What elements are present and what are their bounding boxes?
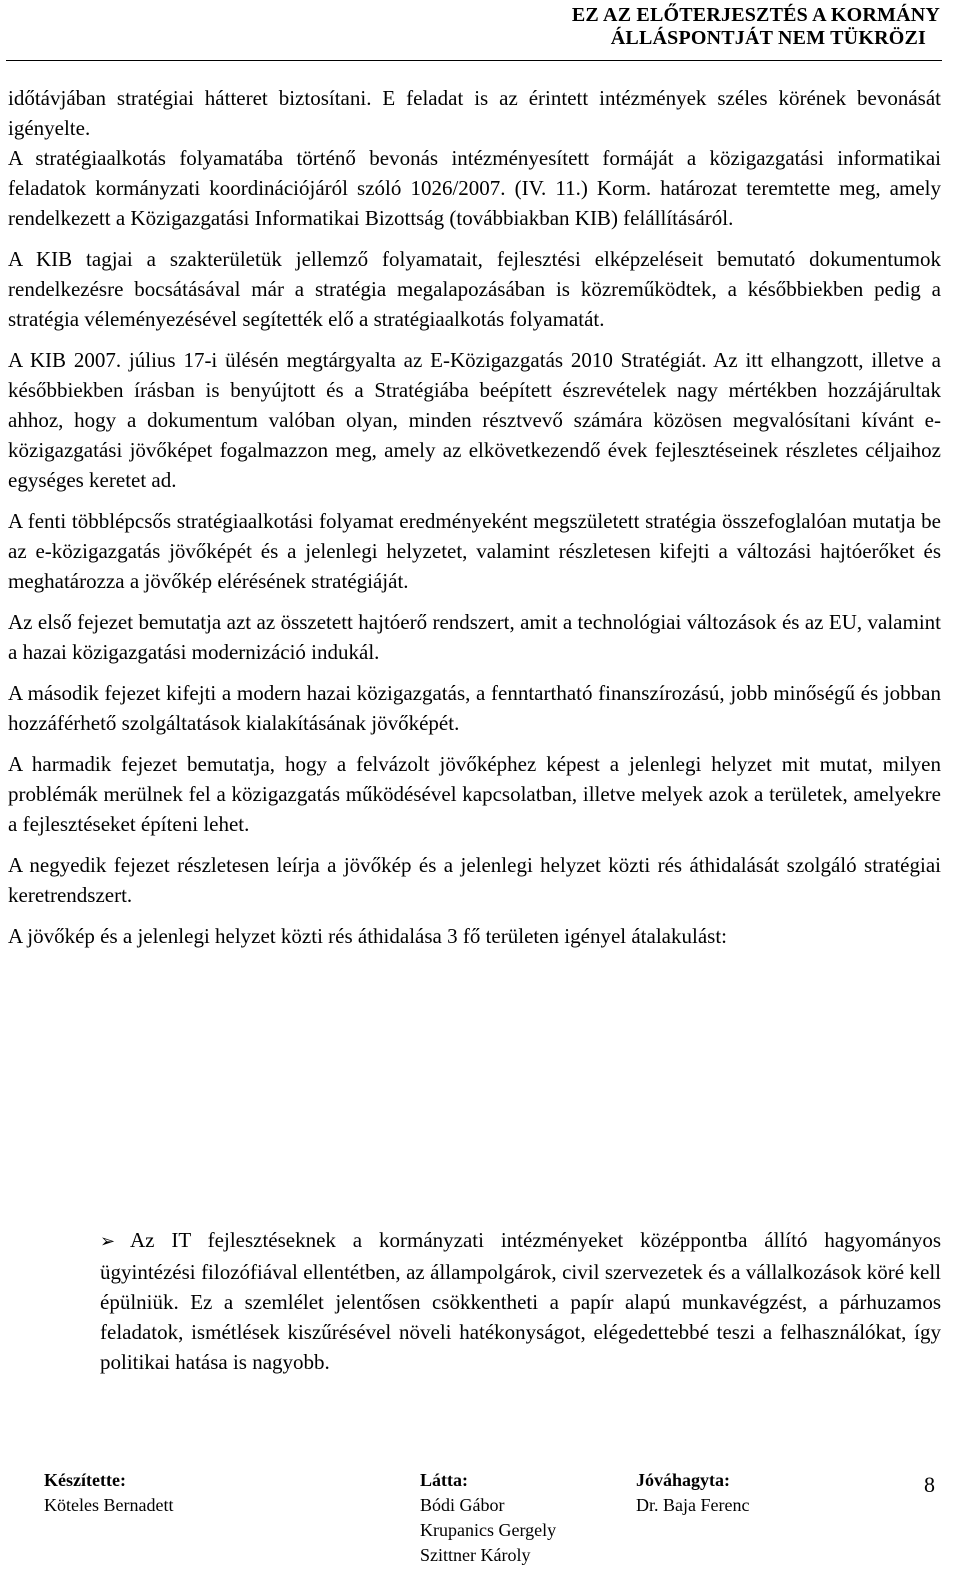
paragraph: A negyedik fejezet részletesen leírja a jövőkép és a jelenlegi helyzet közti rés áthidalását szolgáló stratégiai keretrendszert. (8, 853, 941, 907)
footer-seen (420, 1468, 556, 1568)
bullet-list (100, 1225, 941, 1377)
bullet-item (100, 1225, 941, 1377)
header-line-2: ÁLLÁSPONTJÁT NEM TÜKRÖZI (610, 27, 926, 49)
paragraph: A jövőkép és a jelenlegi helyzet közti rés áthidalása 3 fő területen igényel átalakulást: (8, 924, 727, 948)
paragraph: A fenti többlépcsős stratégiaalkotási folyamat eredményeként megszületett stratégia összefoglalóan mutatja be az e-közigazgatás jövőképét és a jelenlegi helyzetet, valamint részletesen kifejti a változási hajtóerőket és meghatározza a jövőkép elérésének stratégiáját. (8, 509, 941, 593)
paragraph: A KIB tagjai a szakterületük jellemző folyamatait, fejlesztési elképzeléseit bemutató dokumentumok rendelkezésre bocsátásával már a stratégia megalapozásában is közreműködtek, a későbbiekben pedig a stratégia véleményezésével segítették elő a stratégiaalkotás folyamatát. (8, 247, 941, 331)
paragraph: Az első fejezet bemutatja azt az összetett hajtóerő rendszert, amit a technológiai változások és az EU, valamint a hazai közigazgatási modernizáció indukál. (8, 610, 941, 664)
header-divider (6, 60, 942, 61)
paragraph: A második fejezet kifejti a modern hazai közigazgatás, a fenntartható finanszírozású, jobb minőségű és jobban hozzáférhető szolgáltatások kialakításának jövőképét. (8, 681, 941, 735)
header-line-1: EZ AZ ELŐTERJESZTÉS A KORMÁNY (571, 4, 940, 26)
footer-approved (636, 1468, 749, 1518)
footer-prepared (44, 1468, 173, 1518)
page-footer (0, 1468, 960, 1593)
prepared-name: Köteles Bernadett (44, 1495, 174, 1515)
arrow-bullet-icon: ➢ (100, 1231, 116, 1252)
document-body (8, 83, 941, 951)
approved-name: Dr. Baja Ferenc (636, 1495, 750, 1515)
paragraph: A harmadik fejezet bemutatja, hogy a felvázolt jövőképhez képest a jelenlegi helyzet mit mutat, milyen problémák merülnek fel a közigazgatás működésével kapcsolatban, illetve melyek azok a területek, amelyekre a fejlesztéseket építeni lehet. (8, 752, 941, 836)
paragraph: időtávjában stratégiai hátteret biztosítani. E feladat is az érintett intézmények széles körének bevonását igényelte. (8, 86, 941, 140)
page-header (0, 4, 940, 50)
seen-name: Bódi Gábor (420, 1495, 505, 1515)
bullet-text: Az IT fejlesztéseknek a kormányzati intézményeket középpontba állító hagyományos ügyintézési filozófiával ellentétben, az állampolgárok, civil szervezetek és a vállalkozások köré kell épülniük. Ez a szemlélet jelentősen csökkentheti a papír alapú munkavégzést, a párhuzamos feladatok, ismétlések kiszűrésével növeli hatékonyságot, elégedettebbé teszi a felhasználókat, így politikai hatása is nagyobb. (100, 1228, 941, 1374)
paragraph: A stratégiaalkotás folyamatába történő bevonás intézményesített formáját a közigazgatási informatikai feladatok kormányzati koordinációjáról szóló 1026/2007. (IV. 11.) Korm. határozat teremtette meg, amely rendelkezett a Közigazgatási Informatikai Bizottság (továbbiakban KIB) felállításáról. (8, 146, 941, 230)
prepared-label: Készítette: (44, 1470, 126, 1490)
seen-name: Szittner Károly (420, 1545, 531, 1565)
approved-label: Jóváhagyta: (636, 1470, 730, 1490)
seen-label: Látta: (420, 1470, 468, 1490)
paragraph: A KIB 2007. július 17-i ülésén megtárgyalta az E-Közigazgatás 2010 Stratégiát. Az itt elhangzott, illetve a későbbiekben írásban is benyújtott és a Stratégiába beépített észrevételek nagy mértékben hozzájárultak ahhoz, hogy a dokumentum valóban olyan, minden résztvevő számára közösen megvalósítani kívánt e-közigazgatási jövőképet fogalmazzon meg, amely az elkövetkezendő évek fejlesztéseinek részletes céljaihoz egységes keretet ad. (8, 348, 941, 492)
seen-name: Krupanics Gergely (420, 1520, 557, 1540)
page-number: 8 (924, 1472, 935, 1497)
